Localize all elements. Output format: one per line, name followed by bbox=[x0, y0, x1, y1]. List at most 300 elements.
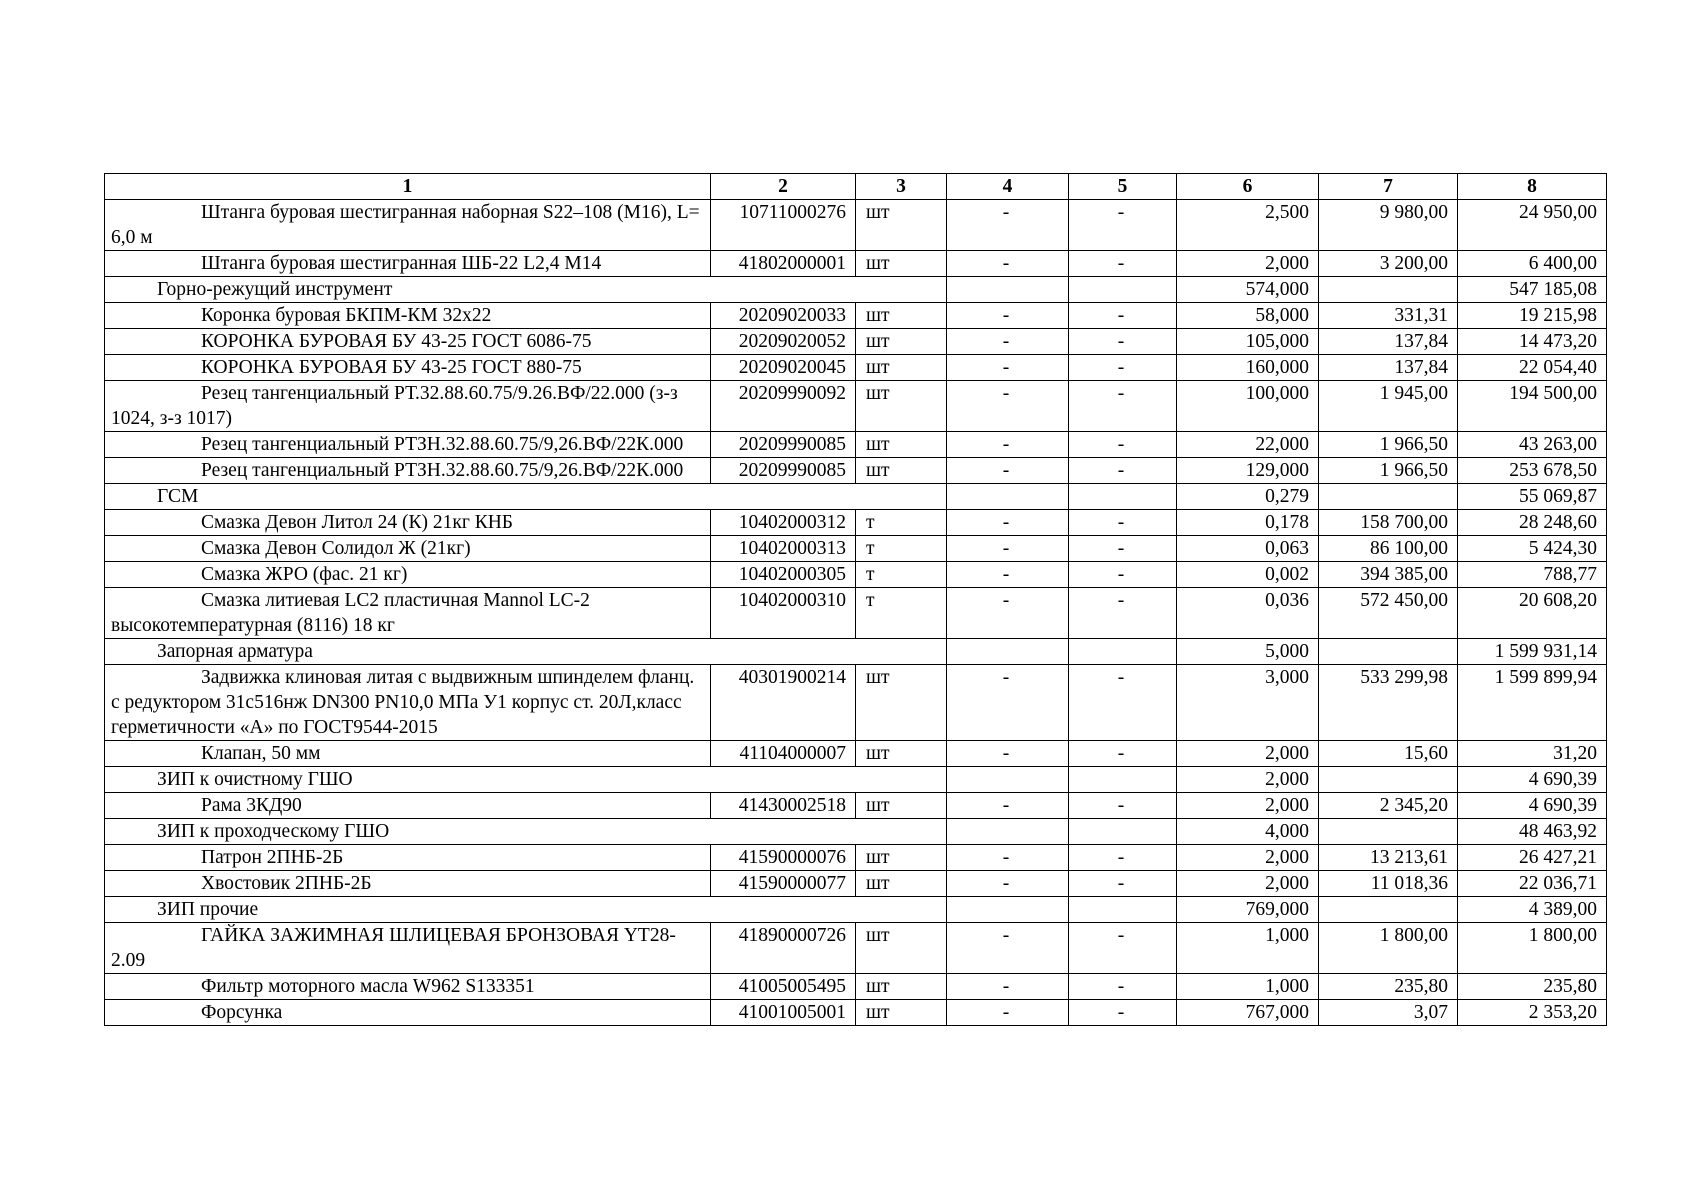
empty-cell bbox=[1319, 484, 1458, 510]
item-sum-cell bbox=[1458, 510, 1607, 536]
item-sum-cell-text: 14 473,20 bbox=[1519, 331, 1597, 352]
item-col5-cell bbox=[1069, 1000, 1177, 1026]
item-price-cell bbox=[1319, 741, 1458, 767]
item-price-cell bbox=[1319, 845, 1458, 871]
group-quantity-cell-text: 5,000 bbox=[1265, 641, 1309, 662]
item-row bbox=[105, 200, 1607, 251]
item-quantity-cell bbox=[1177, 665, 1319, 741]
item-quantity-cell-text: 2,000 bbox=[1265, 743, 1309, 764]
item-name: Смазка Девон Солидол Ж (21кг) bbox=[201, 538, 471, 559]
item-code-cell-text: 41890000726 bbox=[738, 925, 846, 946]
item-price-cell-text: 1 966,50 bbox=[1379, 460, 1448, 481]
item-name-cell bbox=[105, 432, 711, 458]
item-sum-cell-text: 1 599 899,94 bbox=[1494, 667, 1597, 688]
header-col-8: 8 bbox=[1458, 174, 1607, 200]
item-col5-cell bbox=[1069, 741, 1177, 767]
item-col4-cell bbox=[947, 741, 1069, 767]
group-name-cell bbox=[105, 897, 947, 923]
item-col4-cell bbox=[947, 845, 1069, 871]
item-price-cell bbox=[1319, 381, 1458, 432]
item-col4-cell bbox=[947, 381, 1069, 432]
item-code-cell bbox=[711, 381, 856, 432]
item-quantity-cell bbox=[1177, 381, 1319, 432]
item-price-cell-text: 86 100,00 bbox=[1370, 538, 1448, 559]
empty-cell bbox=[947, 819, 1069, 845]
item-col4-cell bbox=[947, 432, 1069, 458]
empty-cell bbox=[947, 767, 1069, 793]
item-col5-cell-text: - bbox=[1117, 383, 1125, 404]
item-code-cell-text: 41104000007 bbox=[739, 743, 846, 764]
group-sum-cell-text: 4 389,00 bbox=[1528, 899, 1597, 920]
item-unit-cell bbox=[856, 303, 947, 329]
item-quantity-cell bbox=[1177, 1000, 1319, 1026]
item-price-cell-text: 137,84 bbox=[1394, 357, 1448, 378]
item-quantity-cell bbox=[1177, 588, 1319, 639]
group-name-cell bbox=[105, 639, 947, 665]
item-unit-cell-text: т bbox=[866, 512, 875, 533]
item-sum-cell bbox=[1458, 200, 1607, 251]
item-row bbox=[105, 793, 1607, 819]
item-price-cell bbox=[1319, 871, 1458, 897]
header-col-4: 4 bbox=[947, 174, 1069, 200]
item-unit-cell-text: шт bbox=[866, 331, 890, 352]
item-quantity-cell-text: 100,000 bbox=[1245, 383, 1309, 404]
item-unit-cell-text: шт bbox=[866, 976, 890, 997]
group-row bbox=[105, 277, 1607, 303]
item-unit-cell-text: шт bbox=[866, 434, 890, 455]
item-code-cell bbox=[711, 845, 856, 871]
item-col4-cell bbox=[947, 329, 1069, 355]
item-name-cell bbox=[105, 588, 711, 639]
item-col5-cell bbox=[1069, 329, 1177, 355]
item-unit-cell-text: шт bbox=[866, 202, 890, 223]
item-code-cell bbox=[711, 974, 856, 1000]
empty-cell bbox=[1069, 819, 1177, 845]
item-price-cell-text: 235,80 bbox=[1394, 976, 1448, 997]
group-name-cell bbox=[105, 277, 947, 303]
item-col5-cell-text: - bbox=[1117, 202, 1125, 223]
item-quantity-cell-text: 0,036 bbox=[1265, 590, 1309, 611]
item-quantity-cell-text: 22,000 bbox=[1255, 434, 1309, 455]
group-sum-cell-text: 1 599 931,14 bbox=[1494, 641, 1597, 662]
item-col4-cell bbox=[947, 665, 1069, 741]
item-price-cell-text: 9 980,00 bbox=[1379, 202, 1448, 223]
item-name-cell bbox=[105, 329, 711, 355]
item-col5-cell-text: - bbox=[1117, 538, 1125, 559]
item-name: Штанга буровая шестигранная наборная S22–108 (М16), L= 6,0 м bbox=[111, 202, 700, 248]
item-code-cell-text: 41590000077 bbox=[738, 873, 846, 894]
item-unit-cell bbox=[856, 536, 947, 562]
item-name: Резец тангенциальный РТ.32.88.60.75/9.26.ВФ/22.000 (з-з 1024, з-з 1017) bbox=[111, 383, 678, 429]
item-row bbox=[105, 741, 1607, 767]
item-row bbox=[105, 665, 1607, 741]
item-price-cell bbox=[1319, 251, 1458, 277]
item-quantity-cell bbox=[1177, 200, 1319, 251]
item-code-cell bbox=[711, 303, 856, 329]
item-col5-cell bbox=[1069, 200, 1177, 251]
item-col5-cell-text: - bbox=[1117, 976, 1125, 997]
item-col4-cell bbox=[947, 871, 1069, 897]
item-col5-cell-text: - bbox=[1117, 667, 1125, 688]
item-unit-cell-text: т bbox=[866, 538, 875, 559]
group-name: Запорная арматура bbox=[157, 641, 313, 662]
item-code-cell-text: 10711000276 bbox=[739, 202, 846, 223]
item-col4-cell-text: - bbox=[1002, 976, 1010, 997]
item-quantity-cell-text: 1,000 bbox=[1265, 976, 1309, 997]
item-unit-cell-text: шт bbox=[866, 305, 890, 326]
item-col4-cell-text: - bbox=[1002, 538, 1010, 559]
item-unit-cell bbox=[856, 329, 947, 355]
item-col5-cell-text: - bbox=[1117, 847, 1125, 868]
item-col5-cell bbox=[1069, 458, 1177, 484]
group-sum-cell bbox=[1458, 484, 1607, 510]
item-col5-cell-text: - bbox=[1117, 434, 1125, 455]
item-name: КОРОНКА БУРОВАЯ БУ 43-25 ГОСТ 6086-75 bbox=[201, 331, 592, 352]
item-sum-cell-text: 4 690,39 bbox=[1528, 795, 1597, 816]
item-sum-cell-text: 1 800,00 bbox=[1528, 925, 1597, 946]
item-name: Штанга буровая шестигранная ШБ-22 L2,4 М14 bbox=[201, 253, 602, 274]
group-quantity-cell bbox=[1177, 819, 1319, 845]
group-sum-cell-text: 4 690,39 bbox=[1528, 769, 1597, 790]
item-unit-cell bbox=[856, 588, 947, 639]
item-price-cell bbox=[1319, 432, 1458, 458]
item-col4-cell-text: - bbox=[1002, 847, 1010, 868]
item-price-cell bbox=[1319, 923, 1458, 974]
item-col5-cell-text: - bbox=[1117, 357, 1125, 378]
item-unit-cell bbox=[856, 251, 947, 277]
item-code-cell bbox=[711, 355, 856, 381]
item-price-cell bbox=[1319, 1000, 1458, 1026]
item-name: Резец тангенциальный РТЗН.32.88.60.75/9,26.ВФ/22К.000 bbox=[201, 460, 684, 481]
item-quantity-cell bbox=[1177, 251, 1319, 277]
header-row bbox=[105, 174, 1607, 200]
empty-cell bbox=[947, 484, 1069, 510]
item-unit-cell-text: шт bbox=[866, 460, 890, 481]
item-row bbox=[105, 536, 1607, 562]
item-row bbox=[105, 432, 1607, 458]
item-sum-cell bbox=[1458, 251, 1607, 277]
header-col-2: 2 bbox=[711, 174, 856, 200]
item-col5-cell bbox=[1069, 562, 1177, 588]
item-name: Фильтр моторного масла W962 S133351 bbox=[201, 976, 535, 997]
item-price-cell bbox=[1319, 665, 1458, 741]
item-name-cell bbox=[105, 251, 711, 277]
group-quantity-cell-text: 0,279 bbox=[1265, 486, 1309, 507]
item-quantity-cell-text: 2,000 bbox=[1265, 847, 1309, 868]
item-sum-cell bbox=[1458, 536, 1607, 562]
item-row bbox=[105, 871, 1607, 897]
item-price-cell bbox=[1319, 536, 1458, 562]
item-quantity-cell bbox=[1177, 923, 1319, 974]
empty-cell bbox=[1069, 767, 1177, 793]
item-col5-cell bbox=[1069, 974, 1177, 1000]
item-col4-cell-text: - bbox=[1002, 460, 1010, 481]
item-sum-cell bbox=[1458, 381, 1607, 432]
item-col5-cell-text: - bbox=[1117, 460, 1125, 481]
item-quantity-cell-text: 0,063 bbox=[1265, 538, 1309, 559]
item-row bbox=[105, 329, 1607, 355]
item-price-cell-text: 15,60 bbox=[1404, 743, 1448, 764]
item-col5-cell bbox=[1069, 665, 1177, 741]
item-sum-cell-text: 5 424,30 bbox=[1528, 538, 1597, 559]
item-col5-cell bbox=[1069, 381, 1177, 432]
empty-cell bbox=[1319, 819, 1458, 845]
empty-cell bbox=[1319, 897, 1458, 923]
item-sum-cell-text: 26 427,21 bbox=[1519, 847, 1597, 868]
item-sum-cell-text: 22 054,40 bbox=[1519, 357, 1597, 378]
item-col5-cell-text: - bbox=[1117, 253, 1125, 274]
item-unit-cell bbox=[856, 871, 947, 897]
item-name-cell bbox=[105, 381, 711, 432]
item-col5-cell-text: - bbox=[1117, 1002, 1125, 1023]
item-quantity-cell-text: 2,000 bbox=[1265, 873, 1309, 894]
empty-cell bbox=[1069, 897, 1177, 923]
item-unit-cell-text: шт bbox=[866, 383, 890, 404]
item-name: ГАЙКА ЗАЖИМНАЯ ШЛИЦЕВАЯ БРОНЗОВАЯ YT28-2.09 bbox=[111, 925, 676, 971]
item-name-cell bbox=[105, 923, 711, 974]
item-unit-cell-text: шт bbox=[866, 873, 890, 894]
item-code-cell bbox=[711, 1000, 856, 1026]
item-code-cell-text: 20209990085 bbox=[738, 434, 846, 455]
item-col5-cell bbox=[1069, 536, 1177, 562]
item-code-cell bbox=[711, 923, 856, 974]
item-price-cell-text: 1 800,00 bbox=[1379, 925, 1448, 946]
item-quantity-cell-text: 767,000 bbox=[1245, 1002, 1309, 1023]
item-name: Задвижка клиновая литая с выдвижным шпинделем фланц. с редуктором 31с516нж DN300 PN10,0 МПа У1 корпус ст. 20Л,класс герметичности «А» по ГОСТ9544-2015 bbox=[111, 667, 695, 738]
item-sum-cell-text: 788,77 bbox=[1543, 564, 1597, 585]
group-quantity-cell bbox=[1177, 897, 1319, 923]
item-name: Смазка Девон Литол 24 (К) 21кг КНБ bbox=[201, 512, 514, 533]
item-row bbox=[105, 1000, 1607, 1026]
item-name: Патрон 2ПНБ-2Б bbox=[201, 847, 344, 868]
item-unit-cell bbox=[856, 741, 947, 767]
item-col5-cell-text: - bbox=[1117, 564, 1125, 585]
item-col5-cell bbox=[1069, 303, 1177, 329]
item-code-cell-text: 41001005001 bbox=[738, 1002, 846, 1023]
item-code-cell-text: 10402000310 bbox=[738, 590, 846, 611]
item-col4-cell-text: - bbox=[1002, 667, 1010, 688]
group-row bbox=[105, 819, 1607, 845]
group-sum-cell bbox=[1458, 767, 1607, 793]
table-body bbox=[105, 200, 1607, 1026]
item-unit-cell bbox=[856, 510, 947, 536]
item-quantity-cell-text: 2,500 bbox=[1265, 202, 1309, 223]
item-sum-cell-text: 2 353,20 bbox=[1528, 1002, 1597, 1023]
item-name-cell bbox=[105, 665, 711, 741]
group-quantity-cell bbox=[1177, 639, 1319, 665]
item-quantity-cell-text: 0,178 bbox=[1265, 512, 1309, 533]
item-code-cell bbox=[711, 562, 856, 588]
group-sum-cell-text: 48 463,92 bbox=[1519, 821, 1597, 842]
item-sum-cell-text: 24 950,00 bbox=[1519, 202, 1597, 223]
item-quantity-cell bbox=[1177, 303, 1319, 329]
item-col4-cell-text: - bbox=[1002, 1002, 1010, 1023]
empty-cell bbox=[947, 277, 1069, 303]
item-row bbox=[105, 845, 1607, 871]
item-code-cell-text: 10402000313 bbox=[738, 538, 846, 559]
item-unit-cell bbox=[856, 381, 947, 432]
item-name: Смазка ЖРО (фас. 21 кг) bbox=[201, 564, 408, 585]
group-row bbox=[105, 897, 1607, 923]
item-quantity-cell bbox=[1177, 329, 1319, 355]
header-col-1: 1 bbox=[105, 174, 711, 200]
item-row bbox=[105, 303, 1607, 329]
item-sum-cell bbox=[1458, 871, 1607, 897]
item-col4-cell bbox=[947, 793, 1069, 819]
item-name: Форсунка bbox=[201, 1002, 283, 1023]
item-price-cell-text: 158 700,00 bbox=[1360, 512, 1448, 533]
item-code-cell bbox=[711, 251, 856, 277]
item-col4-cell-text: - bbox=[1002, 590, 1010, 611]
item-price-cell bbox=[1319, 329, 1458, 355]
item-price-cell-text: 394 385,00 bbox=[1360, 564, 1448, 585]
item-sum-cell bbox=[1458, 665, 1607, 741]
item-quantity-cell bbox=[1177, 974, 1319, 1000]
group-row bbox=[105, 639, 1607, 665]
item-name: Резец тангенциальный РТЗН.32.88.60.75/9,26.ВФ/22К.000 bbox=[201, 434, 684, 455]
empty-cell bbox=[1319, 767, 1458, 793]
item-price-cell-text: 137,84 bbox=[1394, 331, 1448, 352]
header-col-5: 5 bbox=[1069, 174, 1177, 200]
item-col4-cell bbox=[947, 536, 1069, 562]
item-col4-cell bbox=[947, 303, 1069, 329]
group-sum-cell bbox=[1458, 897, 1607, 923]
item-sum-cell-text: 19 215,98 bbox=[1519, 305, 1597, 326]
item-sum-cell-text: 6 400,00 bbox=[1528, 253, 1597, 274]
item-price-cell-text: 11 018,36 bbox=[1370, 873, 1448, 894]
item-name-cell bbox=[105, 536, 711, 562]
item-sum-cell bbox=[1458, 432, 1607, 458]
item-code-cell bbox=[711, 200, 856, 251]
group-name: Горно-режущий инструмент bbox=[157, 279, 393, 300]
group-quantity-cell-text: 769,000 bbox=[1245, 899, 1309, 920]
item-name-cell bbox=[105, 871, 711, 897]
item-code-cell-text: 10402000312 bbox=[738, 512, 846, 533]
item-name: Рама 3КД90 bbox=[201, 795, 302, 816]
group-quantity-cell-text: 4,000 bbox=[1265, 821, 1309, 842]
item-unit-cell bbox=[856, 200, 947, 251]
item-quantity-cell bbox=[1177, 432, 1319, 458]
group-quantity-cell-text: 2,000 bbox=[1265, 769, 1309, 790]
item-quantity-cell bbox=[1177, 536, 1319, 562]
item-sum-cell-text: 253 678,50 bbox=[1509, 460, 1597, 481]
item-quantity-cell-text: 2,000 bbox=[1265, 253, 1309, 274]
item-code-cell bbox=[711, 329, 856, 355]
item-sum-cell bbox=[1458, 1000, 1607, 1026]
item-col5-cell bbox=[1069, 923, 1177, 974]
item-name: КОРОНКА БУРОВАЯ БУ 43-25 ГОСТ 880-75 bbox=[201, 357, 582, 378]
group-row bbox=[105, 767, 1607, 793]
item-sum-cell bbox=[1458, 355, 1607, 381]
item-col4-cell-text: - bbox=[1002, 873, 1010, 894]
item-col5-cell bbox=[1069, 510, 1177, 536]
empty-cell bbox=[1319, 639, 1458, 665]
item-name-cell bbox=[105, 458, 711, 484]
item-row bbox=[105, 251, 1607, 277]
item-col4-cell bbox=[947, 200, 1069, 251]
item-price-cell bbox=[1319, 793, 1458, 819]
item-code-cell-text: 20209020052 bbox=[738, 331, 846, 352]
item-col5-cell bbox=[1069, 432, 1177, 458]
item-price-cell bbox=[1319, 200, 1458, 251]
group-name-cell bbox=[105, 484, 947, 510]
item-row bbox=[105, 458, 1607, 484]
item-code-cell bbox=[711, 536, 856, 562]
empty-cell bbox=[947, 897, 1069, 923]
group-quantity-cell bbox=[1177, 484, 1319, 510]
item-col5-cell bbox=[1069, 845, 1177, 871]
empty-cell bbox=[1069, 639, 1177, 665]
item-unit-cell-text: шт bbox=[866, 847, 890, 868]
item-sum-cell-text: 20 608,20 bbox=[1519, 590, 1597, 611]
group-sum-cell-text: 55 069,87 bbox=[1519, 486, 1597, 507]
item-unit-cell bbox=[856, 432, 947, 458]
item-price-cell bbox=[1319, 562, 1458, 588]
item-col4-cell-text: - bbox=[1002, 383, 1010, 404]
group-name-cell bbox=[105, 819, 947, 845]
item-price-cell-text: 533 299,98 bbox=[1360, 667, 1448, 688]
group-quantity-cell bbox=[1177, 767, 1319, 793]
item-col4-cell bbox=[947, 355, 1069, 381]
item-col4-cell-text: - bbox=[1002, 434, 1010, 455]
item-quantity-cell-text: 160,000 bbox=[1245, 357, 1309, 378]
item-sum-cell-text: 43 263,00 bbox=[1519, 434, 1597, 455]
item-code-cell bbox=[711, 871, 856, 897]
item-code-cell-text: 20209020033 bbox=[738, 305, 846, 326]
item-row bbox=[105, 974, 1607, 1000]
item-sum-cell-text: 235,80 bbox=[1543, 976, 1597, 997]
item-unit-cell-text: шт bbox=[866, 357, 890, 378]
item-code-cell bbox=[711, 510, 856, 536]
item-quantity-cell-text: 129,000 bbox=[1245, 460, 1309, 481]
group-quantity-cell-text: 574,000 bbox=[1245, 279, 1309, 300]
item-sum-cell bbox=[1458, 923, 1607, 974]
item-quantity-cell-text: 105,000 bbox=[1245, 331, 1309, 352]
item-name: Смазка литиевая LC2 пластичная Mannol LC-2 высокотемпературная (8116) 18 кг bbox=[111, 590, 590, 636]
item-col5-cell bbox=[1069, 588, 1177, 639]
item-col5-cell bbox=[1069, 871, 1177, 897]
item-price-cell bbox=[1319, 458, 1458, 484]
item-quantity-cell bbox=[1177, 510, 1319, 536]
item-col4-cell-text: - bbox=[1002, 305, 1010, 326]
item-quantity-cell-text: 58,000 bbox=[1255, 305, 1309, 326]
item-quantity-cell bbox=[1177, 355, 1319, 381]
item-col5-cell-text: - bbox=[1117, 331, 1125, 352]
item-name-cell bbox=[105, 510, 711, 536]
item-unit-cell-text: т bbox=[866, 564, 875, 585]
group-sum-cell bbox=[1458, 819, 1607, 845]
item-col4-cell bbox=[947, 1000, 1069, 1026]
group-sum-cell-text: 547 185,08 bbox=[1509, 279, 1597, 300]
group-name: ЗИП к очистному ГШО bbox=[157, 769, 353, 790]
item-col4-cell-text: - bbox=[1002, 202, 1010, 223]
item-name-cell bbox=[105, 974, 711, 1000]
item-col5-cell-text: - bbox=[1117, 305, 1125, 326]
item-quantity-cell bbox=[1177, 458, 1319, 484]
item-col4-cell-text: - bbox=[1002, 564, 1010, 585]
group-name: ЗИП прочие bbox=[157, 899, 259, 920]
item-col5-cell bbox=[1069, 355, 1177, 381]
item-unit-cell bbox=[856, 665, 947, 741]
item-col5-cell bbox=[1069, 793, 1177, 819]
item-name-cell bbox=[105, 793, 711, 819]
item-name: Клапан, 50 мм bbox=[201, 743, 321, 764]
item-code-cell bbox=[711, 588, 856, 639]
item-quantity-cell bbox=[1177, 845, 1319, 871]
item-quantity-cell-text: 1,000 bbox=[1265, 925, 1309, 946]
item-col5-cell bbox=[1069, 251, 1177, 277]
item-price-cell bbox=[1319, 303, 1458, 329]
